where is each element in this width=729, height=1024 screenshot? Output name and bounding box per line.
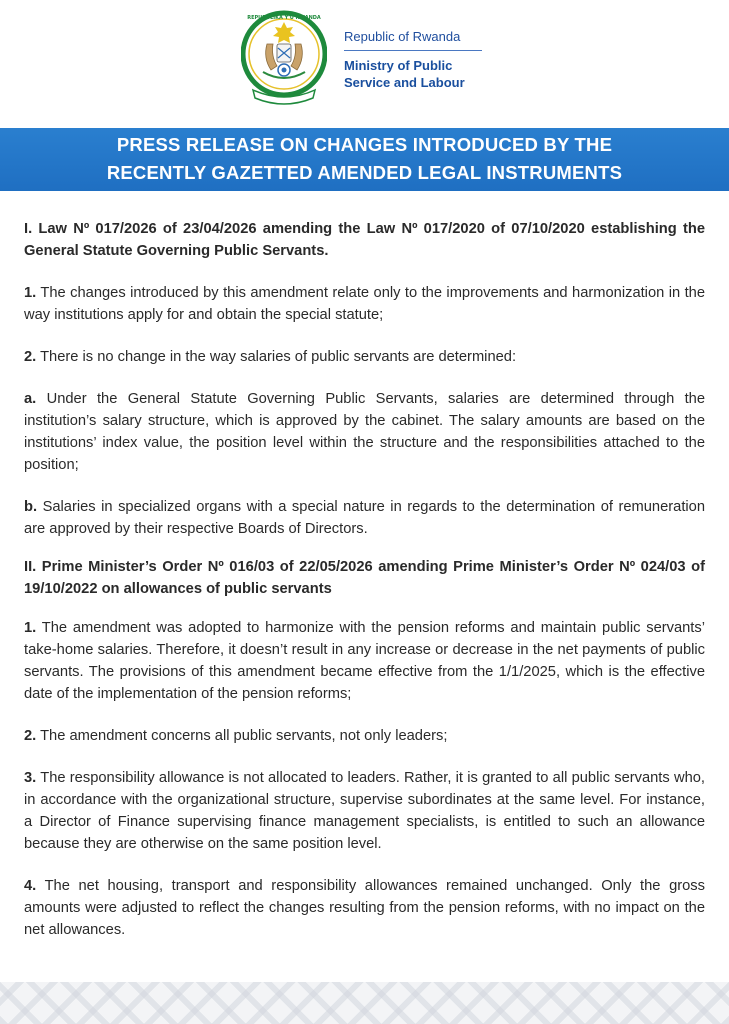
- section-1-heading: I. Law Nº 017/2026 of 23/04/2026 amending the Law Nº 017/2020 of 07/10/2020 establishing the General Statute Governing Public Servants.: [24, 221, 705, 260]
- paragraph-text: The changes introduced by this amendment relate only to the improvements and harmonization in the way institutions apply for and obtain the special statute;: [24, 284, 705, 324]
- paragraph-number: 2.: [24, 727, 37, 744]
- rwanda-coat-of-arms-icon: [241, 8, 327, 108]
- decorative-footer-pattern: [0, 982, 729, 1024]
- press-release-body: [24, 218, 705, 961]
- paragraph-text: Under the General Statute Governing Public Servants, salaries are determined through the institution’s salary structure, which is approved by the cabinet. The salary amounts are based on the institutions’ index value, the position level within the structure and the responsibilities attached to the position;: [24, 390, 705, 474]
- banner-title-line1: PRESS RELEASE ON CHANGES INTRODUCED BY THE: [116, 134, 613, 155]
- paragraph-text: There is no change in the way salaries of public servants are determined:: [36, 348, 517, 365]
- paragraph-number: 1.: [24, 284, 37, 301]
- section-1-paragraph-2: [24, 346, 705, 368]
- ministry-name-line1: Ministry of Public: [344, 58, 453, 73]
- header-divider: [344, 50, 482, 51]
- banner-title-line2: RECENTLY GAZETTED AMENDED LEGAL INSTRUMENTS: [106, 162, 623, 183]
- section-1-paragraph-1: [24, 282, 705, 326]
- svg-text:REPUBULIKA Y'U RWANDA: REPUBULIKA Y'U RWANDA: [247, 15, 321, 21]
- organization-name: [344, 28, 484, 91]
- section-2-heading: II. Prime Minister’s Order Nº 016/03 of 22/05/2026 amending Prime Minister’s Order Nº 024/03 of 19/10/2022 on allowances of public servants: [24, 559, 705, 598]
- title-banner: [0, 128, 729, 191]
- section-1-paragraph-a: [24, 388, 705, 477]
- ministry-name-line2: Service and Labour: [344, 75, 465, 90]
- paragraph-text: Salaries in specialized organs with a special nature in regards to the determination of remuneration are approved by their respective Boards of Directors.: [24, 498, 705, 538]
- letterhead: [0, 0, 729, 128]
- paragraph-letter: b.: [24, 498, 38, 515]
- section-2-paragraph-1: [24, 617, 705, 706]
- paragraph-number: 3.: [24, 769, 37, 786]
- paragraph-number: 1.: [24, 619, 37, 636]
- paragraph-text: The amendment was adopted to harmonize with the pension reforms and maintain public servants’ take-home salaries. Therefore, it doesn’t result in any increase or decrease in the net payments of public servants. The provisions of this amendment became effective from the 1/1/2025, which is the effective date of the implementation of the pension reforms;: [24, 619, 705, 703]
- paragraph-text: The amendment concerns all public servants, not only leaders;: [36, 727, 448, 744]
- paragraph-number: 4.: [24, 877, 37, 894]
- paragraph-letter: a.: [24, 390, 37, 407]
- paragraph-number: 2.: [24, 348, 37, 365]
- section-2-paragraph-4: [24, 875, 705, 942]
- section-1-paragraph-b: [24, 496, 705, 540]
- paragraph-text: The responsibility allowance is not allocated to leaders. Rather, it is granted to all public servants who, in accordance with the organizational structure, supervise subordinates at the same level. For instance, a Director of Finance supervising finance management specialists, is entitled to such an allowance because they are otherwise on the same position level.: [24, 769, 705, 853]
- country-name: Republic of Rwanda: [344, 29, 461, 44]
- paragraph-text: The net housing, transport and responsibility allowances remained unchanged. Only the gross amounts were adjusted to reflect the changes resulting from the pension reforms, with no impact on the net allowances.: [24, 877, 705, 939]
- section-2-paragraph-2: [24, 725, 705, 747]
- section-2-paragraph-3: [24, 767, 705, 856]
